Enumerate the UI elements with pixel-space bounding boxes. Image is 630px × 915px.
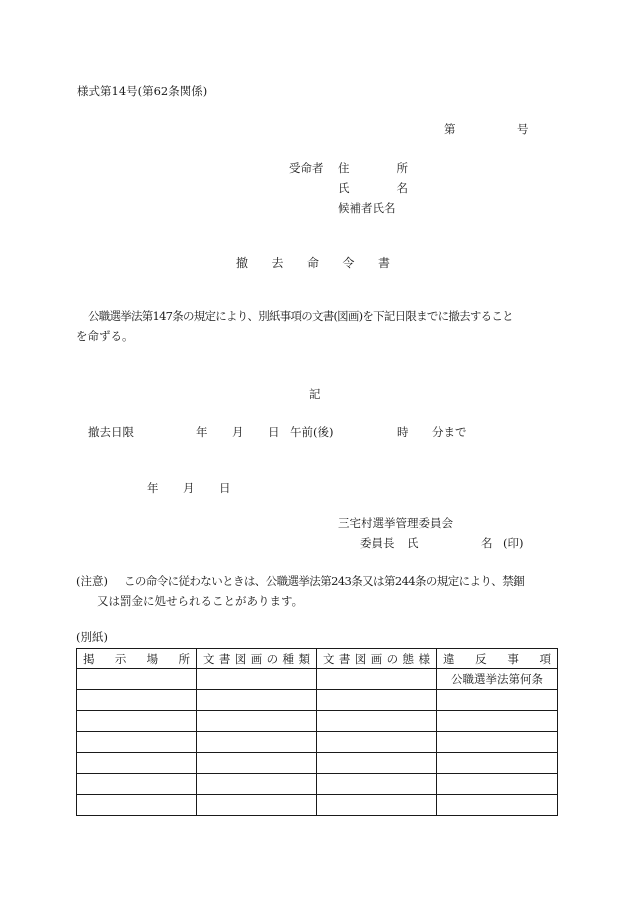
table-cell [77, 690, 197, 711]
table-row [77, 690, 558, 711]
table-row [77, 669, 558, 690]
deadline-year: 年 [196, 425, 208, 439]
addressee-label: 受命者 [289, 161, 324, 175]
table-cell [437, 732, 558, 753]
name-label-char: 氏 [338, 181, 350, 195]
table-row [77, 774, 558, 795]
table-row [77, 732, 558, 753]
address-label-char: 所 [396, 161, 408, 175]
table-cell [317, 795, 437, 816]
table-row [77, 795, 558, 816]
name-label [338, 183, 408, 195]
doc-number-suffix: 号 [517, 122, 529, 136]
header-violation: 違 反 事 項 [437, 649, 558, 669]
deadline-month: 月 [232, 425, 244, 439]
table-cell [77, 753, 197, 774]
issuer-chair: 委員長 [360, 536, 395, 550]
table-cell: 公職選挙法第何条 [437, 669, 558, 690]
table-cell [437, 774, 558, 795]
issuer-committee: 三宅村選挙管理委員会 [338, 516, 453, 530]
issuer-name-a: 氏 [407, 536, 419, 550]
table-cell [437, 711, 558, 732]
table-cell [317, 774, 437, 795]
table-cell [77, 711, 197, 732]
table-row [77, 753, 558, 774]
body-line-2: を命ずる。 [76, 329, 134, 343]
table-cell [317, 669, 437, 690]
issue-year: 年 [147, 481, 159, 495]
header-document-form: 文 書 図 画 の 態 様 [317, 649, 437, 669]
table-cell [317, 732, 437, 753]
table-row [77, 711, 558, 732]
table-cell [437, 795, 558, 816]
table-cell [317, 690, 437, 711]
table-cell [197, 732, 317, 753]
deadline-hour: 時 [397, 425, 409, 439]
ki-heading: 記 [309, 387, 321, 401]
table-cell [197, 669, 317, 690]
issuer-seal: (印) [503, 536, 524, 550]
issuer-name-b: 名 [481, 536, 493, 550]
title-char: 命 [306, 256, 319, 270]
title-char: 令 [342, 256, 355, 270]
table-cell [197, 690, 317, 711]
doc-number-prefix: 第 [444, 122, 456, 136]
address-label [338, 163, 408, 175]
deadline-until: 分まで [432, 425, 467, 439]
table-cell [317, 753, 437, 774]
issue-day: 日 [219, 481, 231, 495]
table-cell [197, 753, 317, 774]
table-cell [77, 795, 197, 816]
table-cell [77, 732, 197, 753]
annex-header-row [77, 649, 558, 669]
form-number: 様式第14号(第62条関係) [77, 84, 208, 98]
address-label-char: 住 [338, 161, 350, 175]
title-char: 書 [377, 256, 390, 270]
name-label-char: 名 [396, 181, 408, 195]
annex-table [76, 648, 558, 816]
annex-label: (別紙) [76, 630, 108, 644]
table-cell [197, 795, 317, 816]
notice-label: (注意) [76, 574, 108, 588]
table-cell [77, 774, 197, 795]
title-char: 去 [271, 256, 284, 270]
table-cell [437, 753, 558, 774]
notice-line-1: この命令に従わないときは、公職選挙法第243条又は第244条の規定により、禁錮 [124, 574, 524, 588]
issue-month: 月 [183, 481, 195, 495]
body-line-1: 公職選挙法第147条の規定により、別紙事項の文書(図画)を下記日限までに撤去すること [88, 309, 513, 323]
deadline-label: 撤去日限 [88, 425, 134, 439]
table-cell [197, 711, 317, 732]
deadline-day: 日 [268, 425, 280, 439]
table-cell [317, 711, 437, 732]
header-location: 掲 示 場 所 [77, 649, 197, 669]
deadline-ampm: 午前(後) [290, 425, 334, 439]
title-char: 撤 [236, 256, 249, 270]
table-cell [437, 690, 558, 711]
header-document-type: 文 書 図 画 の 種 類 [197, 649, 317, 669]
document-title [236, 257, 390, 269]
notice-line-2: 又は罰金に処せられることがあります。 [97, 594, 304, 608]
table-cell [77, 669, 197, 690]
table-cell [197, 774, 317, 795]
candidate-name-label: 候補者氏名 [338, 201, 396, 215]
